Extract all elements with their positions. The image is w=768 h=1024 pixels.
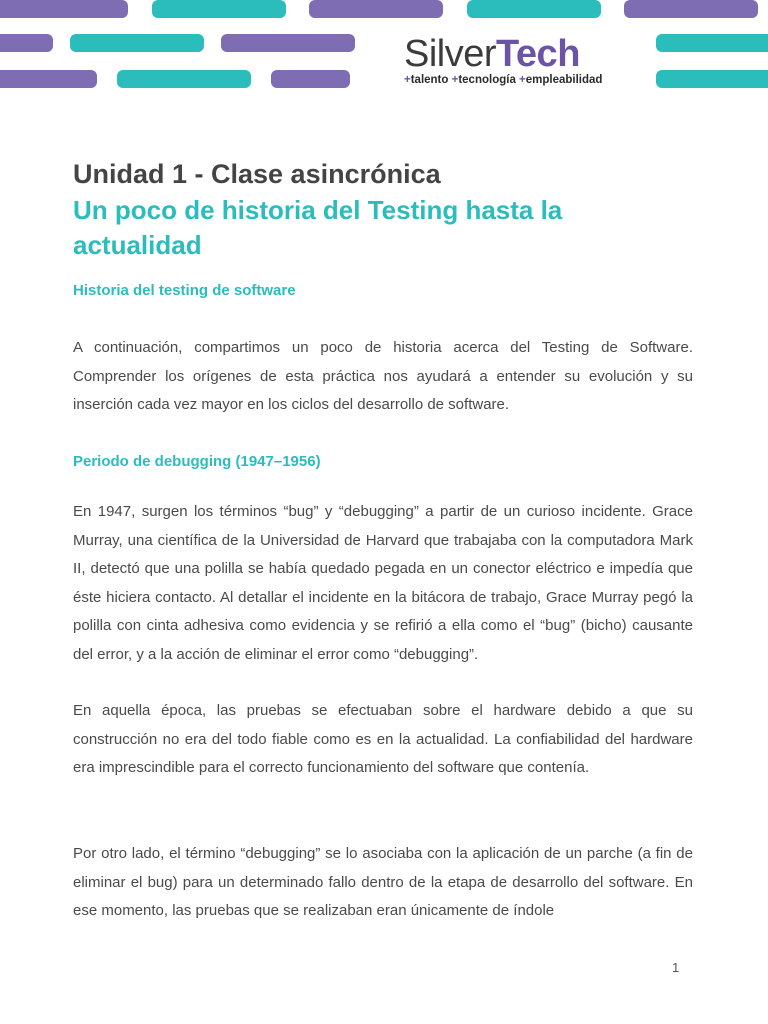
tagline-word: empleabilidad (525, 74, 603, 86)
decor-bar (656, 70, 768, 88)
decor-bar (0, 70, 97, 88)
decor-bar (467, 0, 601, 18)
logo-tech: Tech (496, 33, 580, 75)
decor-bar (309, 0, 443, 18)
unit-heading: Unidad 1 - Clase asincrónica (73, 159, 441, 189)
section-heading: Historia del testing de software (73, 282, 296, 299)
intro-paragraph (73, 334, 693, 420)
period-heading: Periodo de debugging (1947–1956) (73, 453, 321, 470)
decor-bar (0, 0, 128, 18)
paragraph-text: En aquella época, las pruebas se efectuaban sobre el hardware debido a que su construcción no era del todo fiable como es en la actualidad. La confiabilidad del hardware era imprescindible para el correcto funcionamiento del software que contenía. (73, 702, 693, 777)
page-number: 1 (672, 960, 680, 975)
paragraph-2 (73, 697, 693, 783)
document-title: Un poco de historia del Testing hasta la actualidad (73, 195, 563, 260)
tagline-word: tecnología (458, 74, 520, 86)
decor-bar (0, 34, 53, 52)
plus-sign: + (519, 74, 526, 86)
decor-bar (70, 34, 204, 52)
decor-bar (152, 0, 286, 18)
logo-wordmark (404, 34, 614, 74)
paragraph-1 (73, 498, 693, 670)
paragraph-3 (73, 840, 693, 926)
decor-bar (271, 70, 350, 88)
plus-sign: + (404, 74, 411, 86)
decor-bar (221, 34, 355, 52)
silvertech-logo (404, 34, 614, 87)
paragraph-text: En 1947, surgen los términos “bug” y “debugging” a partir de un curioso incidente. Grace Murray, una científica de la Universidad de Harvard que trabajaba con la computadora Mark II, detectó que una polilla se había quedado pegada en un conector eléctrico e impedía que éste hiciera contacto. Al detallar el incidente en la bitácora de trabajo, Grace Murray pegó la polilla con cinta adhesiva como evidencia y se refirió a ella como el “bug” (bicho) causante del error, y a la acción de eliminar el error como “debugging”. (73, 503, 693, 663)
logo-silver: Silver (404, 33, 497, 75)
tagline-word: talento (410, 74, 452, 86)
decor-bar (117, 70, 251, 88)
logo-tagline (404, 73, 614, 87)
decor-bar (656, 34, 768, 52)
plus-sign: + (451, 74, 459, 86)
paragraph-text: A continuación, compartimos un poco de historia acerca del Testing de Software. Comprender los orígenes de esta práctica nos ayudará a entender su evolución y su inserción cada vez mayor en los ciclos del desarrollo de software. (73, 339, 693, 414)
decor-bar (624, 0, 758, 18)
paragraph-text: Por otro lado, el término “debugging” se lo asociaba con la aplicación de un parche (a fin de eliminar el bug) para un determinado fallo dentro de la etapa de desarrollo del software. En ese momento, las pruebas que se realizaban eran únicamente de índole (73, 845, 693, 920)
